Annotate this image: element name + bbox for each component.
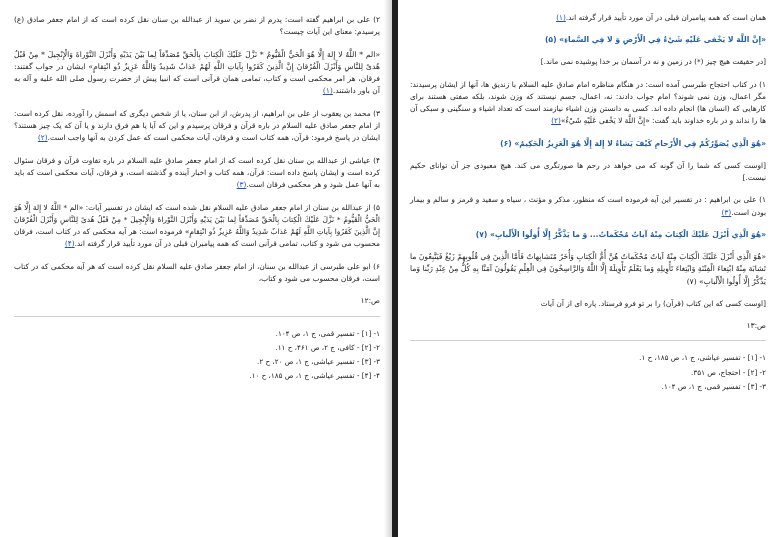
footnote-item: ۳- [۳] - تفسیر عیاشی، ج ۱، ص ۲۰، ح ۲.: [257, 357, 380, 367]
footnote-link[interactable]: (۲): [551, 116, 561, 126]
paragraph: ۱) علی بن ابراهیم : در تفسیر این آیه فرموده است که منظور، مذکر و مؤنث ، سیاه و سفید و قرمز و سالم و بیمار بودن است.(۳): [410, 195, 766, 217]
page-number: ص:۱۳: [746, 321, 766, 331]
verse-translation: [اوست کسی که شما را آن گونه که می خواهد در رحم ها صورتگری می کند. هیچ معبودی جز آن توانای حکیم نیست.]: [410, 160, 766, 183]
footnote-link[interactable]: (۲): [37, 133, 48, 143]
footnote-separator: [14, 316, 380, 317]
footnote-link[interactable]: (۳): [236, 180, 247, 190]
footnote-item: ۲- [۲] - کافی، ج ۲، ص ۴۶۱، ح ۱۱.: [275, 342, 380, 352]
verse-heading: «هُوَ الَّذِي يُصَوِّرُكُمْ فِي الْأَرْحامِ كَيْفَ يَشاءُ لا إِلهَ إِلَّا هُوَ الْعَزِيزُ الْحَكِيمُ» (۶): [500, 138, 766, 148]
footnote-link[interactable]: (۱): [322, 86, 333, 96]
paragraph: ۴) عیاشی از عبدالله بن سنان نقل کرده است که از امام جعفر صادق علیه السلام در باره تفاوت قرآن و فرقان سئوال کرده است و ایشان پاسخ داده است: قرآن، همه کتاب و اخبار آینده و گذشته است، و فرقان، آیات محکمی است که باید به آنها عمل شود و هر محکمی فرقان است.(۳): [14, 155, 380, 190]
paragraph: همان است که همه پیامبران قبلی در آن مورد تأیید قرار گرفته اند.(۱): [556, 13, 766, 22]
footnote-item: ۴- [۴] - تفسیر عیاشی، ج ۱، ص ۱۸۵، ح ۱۰.: [249, 371, 380, 381]
footnote-item: ۲- [۲] - احتجاج، ص ۳۵۱.: [691, 367, 766, 377]
footnote-link[interactable]: (۴): [64, 239, 75, 249]
paragraph: ۲) علی بن ابراهیم گفته است: پدرم از نضر بن سوید از عبدالله بن سنان نقل کرده است که از امام جعفر صادق (ع) پرسیدم: معنای این آیات چیست؟: [14, 15, 380, 37]
paragraph: ۶) ابو علی طبرسی از عبدالله بن سنان، از امام جعفر صادق علیه السلام نقل کرده است که هر آیه محکمی که در کتاب است، فرقان محسوب می شود و کتاب،: [14, 261, 380, 284]
verse-heading: «هُوَ الَّذِي أَنْزَلَ عَلَيْكَ الْكِتابَ مِنْهُ آياتٌ مُحْكَماتٌ... وَ ما يَذَّكَّرُ إِلَّا أُولُوا الْأَلْبابِ» (۷): [475, 229, 766, 239]
footnote-item: ۱- [۱] - تفسیر قمی، ج ۱، ص ۱۰۴.: [275, 328, 380, 338]
footnote-list: [14, 327, 380, 384]
verse-heading: «إِنَّ اللَّهَ لا يَخْفى عَلَيْهِ شَيْءٌ فِي الْأَرْضِ وَ لا فِي السَّماءِ» (۵): [544, 35, 766, 45]
paragraph-quran-verse: «الم * اللَّهُ لا إِلهَ إِلَّا هُوَ الْحَيُّ الْقَيُّومُ * نَزَّلَ عَلَيْكَ الْكِتابَ بِالْحَقِّ مُصَدِّقاً لِما بَيْنَ يَدَيْهِ وَأَنْزَلَ التَّوْراةَ وَالْإِنْجِيلَ * مِنْ قَبْلُ هُدىً لِلنَّاسِ وَأَنْزَلَ الْفُرْقانَ إِنَّ الَّذِينَ كَفَرُوا بِآياتِ اللَّهِ لَهُمْ عَذابٌ شَدِيدٌ وَاللَّهُ عَزِيزٌ ذُو انْتِقامٍ» ایشان در جواب گفتند: فرقان، هر امر محکمی است و کتاب، تمامی همان قرآنی است که انبیا پیش از حضرت رسول صلی الله علیه و آله به آن باور داشتند.(۱): [14, 49, 380, 96]
footnote-item: ۳- [۳] - تفسیر قمی، ج ۱، ص ۱۰۴.: [661, 381, 766, 391]
footnote-list: [410, 351, 766, 394]
paragraph: ۳) محمد بن یعقوب از علی بن ابراهیم، از پدرش، از ابن سنان، یا از شخص دیگری که اسمش را آورده، نقل کرده است: از امام جعفر صادق علیه السلام در باره قرآن و فرقان پرسیدم و این که آیا یا هم فرق دارند و یا آن که یک چیز هستند؟ ایشان در پاسخ فرمود: قرآن، همه کتاب است و فرقان، آیات محکمی است که عمل کردن به آنها واجب است.(۲): [14, 108, 380, 143]
gutter-shadow: [384, 0, 392, 537]
footnote-link[interactable]: (۱): [556, 13, 566, 22]
paragraph: ۱) در کتاب احتجاج طبرسی آمده است: در هنگام مناظره امام صادق علیه السلام با زندیق ها، آنها از ایشان پرسیدند: مگر اعمال، وزن نمی شوند؟ امام جواب دادند: نه، اعمال، جسم نیستند که وزن شوند، بلکه صفتی هستند برای کارهایی که (انسان ها) انجام داده اند. کسی به دانستن وزن اشیاء نیازمند است که تعداد اشیاء و سنگینی و سبکی آن ها را نداند و در باره خداوند باید گفت: «إِنَّ اللَّهَ لا يَخْفى عَلَيْهِ شَيْءٌ»(۲): [410, 79, 766, 126]
footnote-link[interactable]: (۳): [721, 207, 732, 217]
paragraph: [اوست کسی که این کتاب (قرآن) را بر تو فرو فرستاد. پاره ای از آن آیات: [540, 298, 766, 308]
paragraph: ۵) از عبدالله بن سنان از امام جعفر صادق علیه السلام نقل شده است که ایشان در تفسیر آیات: «الم * اللَّهُ لا إِلهَ إِلَّا هُوَ الْحَيُّ الْقَيُّومُ * نَزَّلَ عَلَيْكَ الْكِتابَ بِالْحَقِّ مُصَدِّقاً لِما بَيْنَ يَدَيْهِ وَأَنْزَلَ التَّوْراةَ وَالْإِنْجِيلَ * مِنْ قَبْلُ هُدىً لِلنَّاسِ وَأَنْزَلَ الْفُرْقانَ إِنَّ الَّذِينَ كَفَرُوا بِآياتِ اللَّهِ لَهُمْ عَذابٌ شَدِيدٌ وَاللَّهُ عَزِيزٌ ذُو انْتِقامٍ» فرموده است: هر آیه محکمی که در کتاب است، فرقان محسوب می شود و کتاب، تمامی قرآنی است که همه پیامبران قبلی در آن مورد تأیید قرار گرفته اند.(۴): [14, 202, 380, 249]
footnote-item: ۱- [۱] - تفسیر عیاشی، ج ۱، ص ۱۸۵، ح ۱.: [639, 353, 766, 363]
footnote-separator: [410, 340, 766, 341]
page-number: ص:۱۲: [360, 296, 380, 306]
paragraph-quran-verse: «هُوَ الَّذِي أَنْزَلَ عَلَيْكَ الْكِتابَ مِنْهُ آياتٌ مُحْكَماتٌ هُنَّ أُمُّ الْكِتابِ وَأُخَرُ مُتَشابِهاتٌ فَأَمَّا الَّذِينَ فِي قُلُوبِهِمْ زَيْغٌ فَيَتَّبِعُونَ ما تَشابَهَ مِنْهُ ابْتِغاءَ الْفِتْنَةِ وَابْتِغاءَ تَأْوِيلِهِ وَما يَعْلَمُ تَأْوِيلَهُ إِلَّا اللَّهُ وَالرَّاسِخُونَ فِي الْعِلْمِ يَقُولُونَ آمَنَّا بِهِ كُلٌّ مِنْ عِنْدِ رَبِّنا وَما يَذَّكَّرُ إِلَّا أُولُوا الْأَلْبابِ» (۷): [410, 251, 766, 286]
verse-translation: [در حقیقت هیچ چیز (*) در زمین و نه در آسمان بر خدا پوشیده نمی ماند.]: [540, 57, 766, 67]
right-page: [398, 0, 780, 537]
